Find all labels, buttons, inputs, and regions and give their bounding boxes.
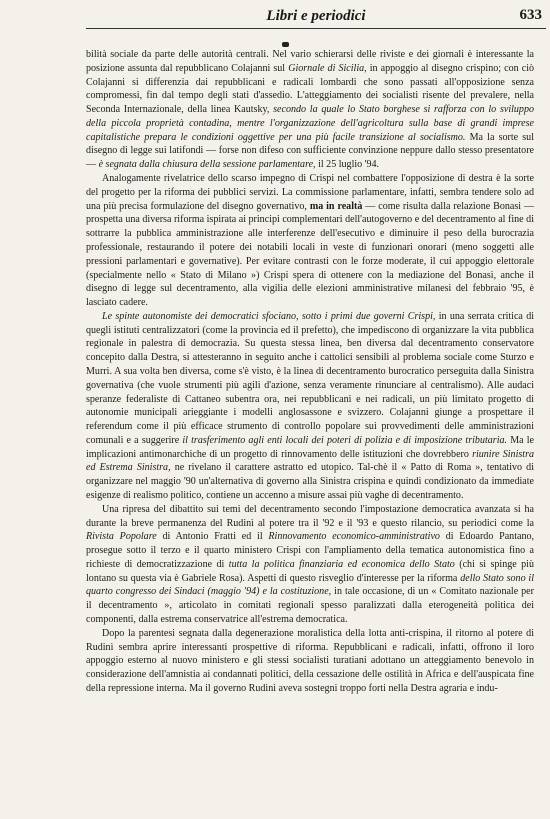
text-run: il 25 luglio '94. <box>315 159 380 171</box>
text-run: di Edoardo Pantano, prosegue sotto il terzo e il quarto ministero Crispi con l'ampliamento della tematica autonomistica fino a richieste di democratizzazione di <box>86 531 534 570</box>
paragraph <box>86 48 534 172</box>
ink-mark <box>282 42 289 47</box>
text-run: il trasferimento agli enti locali dei poteri di polizia e di imposizione tributaria. <box>182 434 508 446</box>
text-run: ne rivelano il carattere astratto ed utopico. Tal-chè il « Patto di Roma », tentativo di organizzare nel maggio '90 un'alternativa di governo alla Sinistra crispina e quindi condizionato da immediate esigenze di realismo politico, contiene un accenno a misure assai più vaghe di decentramento. <box>86 462 534 501</box>
text-run: — come risulta dalla relazione Bonasi — prospetta una diversa riforma ispirata ai principi complementari dell'autogoverno e del decentramento al fine di sottrarre la pubblica amministrazione alle interferenze dell'esecutivo e diminuire il peso della burocrazia professionale, restaurando il potere dei notabili locali in veste di funzionari onorari (meno soggetti alle pressioni parlamentari e governative). Per evitare contrasti con le forze moderate, il cui appoggio elettorale (specialmente nello « Stato di Milano ») Crispi spera di ottenere con la mediazione del Bonasi, anche il disegno di legge sul decentramento, alla vigilia delle elezioni amministrative milanesi del febbraio '95, è lasciato cadere. <box>86 200 535 309</box>
page-number: 633 <box>519 7 542 23</box>
text-run: in una serrata critica di quegli istituti centralizzatori (come la provincia ed il prefetto), che impediscono di organizzare la vita pubblica regionale in palestra di democrazia. Su questa stessa linea, ben diversa dal decentramento conservatore concepito dalla Destra, si attesteranno in seguito anche i cattolici sensibili al problema sociale come Sturzo e Murri. A sua volta ben diversa, come s'è visto, è la linea di decentramento burocratico perseguita dalla Sinistra governativa (che vuole strumenti più agili d'azione, senza veramente rinunciare al centralismo). Alle audaci speranze federaliste di Cattaneo subentra ora, nei repubblicani e nei radicali, un più limitato progetto di autonomie municipali arieggiante i modelli anglosassone e svizzero. Colajanni giunge a prospettare il referendum come il più efficace strumento di controllo popolare sui provvedimenti delle amministrazioni comunali e a suggerire <box>86 310 535 446</box>
journal-section-title: Libri e periodici <box>266 8 366 24</box>
text-run: ma in realtà <box>309 200 363 212</box>
text-run: dello Stato sono il quarto congresso dei Sindaci (maggio '94) e la costituzione, <box>86 572 534 598</box>
text-run: Rinnovamento economico-amministrativo <box>268 531 440 543</box>
text-run: in tale occasione, di un « Comitato nazionale per il decentramento », articolato in comitati regionali spesso paralizzati dalla eterogeneità politica dei componenti, dalla estrema conservatrice all'estrema democratica. <box>86 586 534 626</box>
text-run: Analogamente rivelatrice dello scarso impegno di Crispi nel combattere l'opposizione di destra è la sorte del progetto per la riforma dei pubblici servizi. La commissione parlamentare, infatti, sembra tendere solo ad una più precisa formulazione del disegno governativo, <box>86 173 534 212</box>
text-run: Una ripresa del dibattito sui temi del decentramento secondo l'impostazione democratica avanzata si ha durante la breve permanenza del Rudinì al potere tra il '92 e il '93 e questo rilancio, su periodici come la <box>86 503 534 529</box>
text-run: in appoggio al disegno crispino; con ciò Colajanni si differenzia dai repubblicani e radicali lombardi che sono passati all'opposizione senza compromessi, fin dal tempo degli stati d'assedio. L'atteggiamento dei socialisti risente del prevalere, nella Seconda Internazionale, della linea Kautsky, <box>86 62 535 116</box>
paragraph <box>86 310 534 503</box>
text-run: Ma le implicazioni antimonarchiche di un progetto di rinnovamento delle istituzioni che dovrebbero <box>86 434 535 460</box>
text-run: Le spinte autonomiste dei democratici sfociano, sotto i primi due governi Crispi, <box>102 310 436 322</box>
body-text <box>86 48 534 696</box>
text-run: Rivista Popolare <box>86 531 157 543</box>
text-run: è segnata dalla chiusura della sessione parlamentare, <box>98 159 316 171</box>
text-run: Dopo la parentesi segnata dalla degenerazione moralistica della lotta anti-crispina, il ritorno al potere di Rudinì sembra aprire interessanti prospettive di riforma. Repubblicani e radicali, infatti, offrono il loro appoggio esterno al nuovo ministero e gli stessi socialisti turatiani adottano un atteggiamento benevolo in considerazione dell'amnistia ai condannati politici, della cessazione delle ostilità in Africa e dell'auspicata fine della repressione interna. Ma il governo Rudinì aveva sostegni troppo forti nella Destra agraria e indu- <box>86 627 534 694</box>
text-run: tutta la politica finanziaria ed economica dello Stato <box>228 558 455 570</box>
text-run: riunire Sinistra ed Estrema Sinistra, <box>86 448 535 474</box>
paragraph <box>86 172 534 310</box>
text-run: bilità sociale da parte delle autorità centrali. Nel vario schierarsi delle riviste e dei giornali è interessante la posizione assunta dal repubblicano Colajanni sul <box>86 49 534 74</box>
text-run: secondo la quale lo Stato borghese si rafforza con lo sviluppo della piccola proprietà contadina, mentre l'organizzazione dell'agricoltura sulla base di grandi imprese capitalistiche prepara le condizioni oggettive per una più facile transizione al socialismo. <box>86 104 534 143</box>
paragraph <box>86 627 534 696</box>
text-run: Giornale di Sicilia, <box>288 62 367 74</box>
text-run: Ma la sorte sul disegno di legge sui latifondi — forse non difeso con sufficiente convinzione neppure dallo stesso presentatore — <box>86 131 534 171</box>
text-run: di Antonio Fratti ed il <box>156 531 269 543</box>
text-run: (chi si spinge più lontano su questa via è Gabriele Rosa). Aspetti di questo risveglio d'interesse per la riforma <box>86 558 535 584</box>
running-header <box>86 6 546 29</box>
paragraph <box>86 503 534 627</box>
